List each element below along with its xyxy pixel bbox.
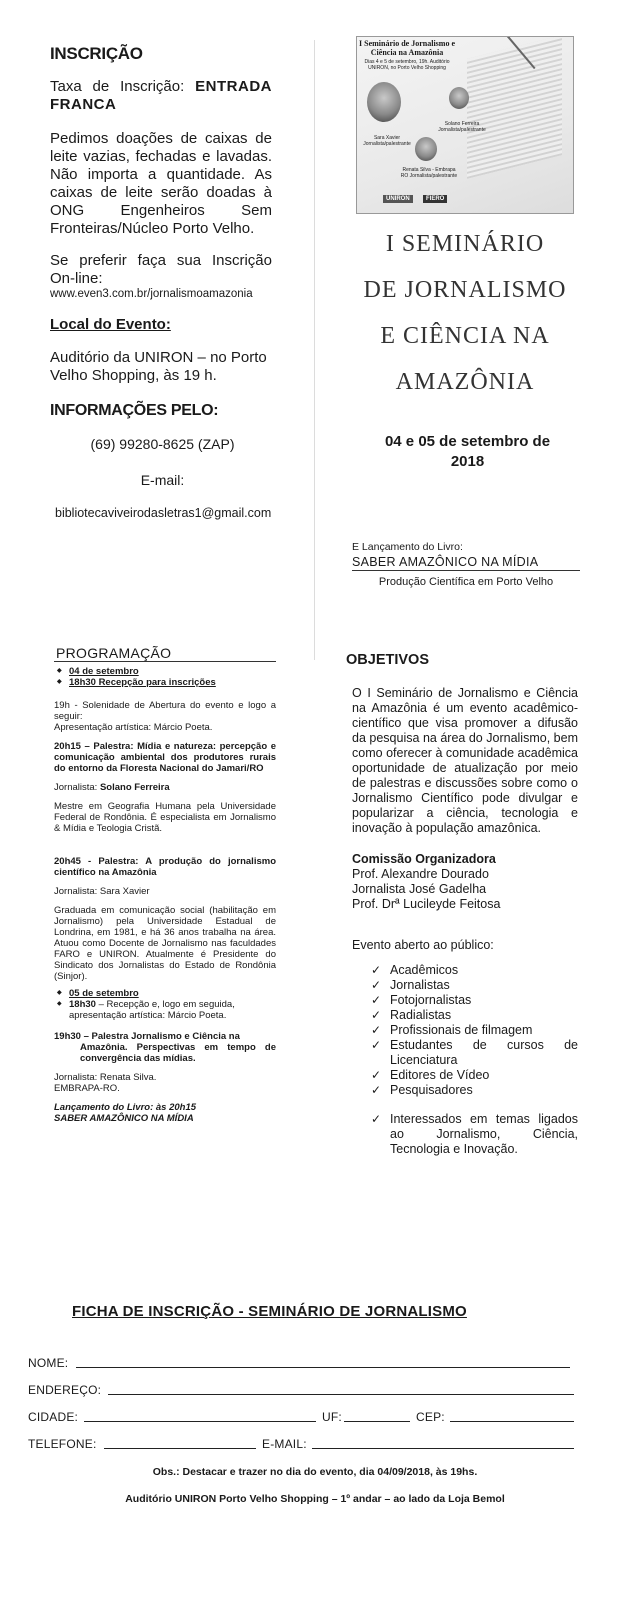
- online-paragraph: Se preferir faça sua Inscrição On-line:: [50, 252, 272, 287]
- taxa-paragraph: [50, 78, 272, 114]
- objetivos-heading: OBJETIVOS: [346, 652, 429, 668]
- jornalista2: Jornalista: Sara Xavier: [54, 886, 150, 897]
- abertura-text: 19h - Solenidade de Abertura do evento e logo a seguir:: [54, 700, 276, 722]
- speaker-photo-sara: [367, 82, 401, 122]
- comissao-member-1: Prof. Alexandre Dourado: [352, 867, 489, 881]
- cep-label: CEP:: [416, 1410, 445, 1424]
- palestra1: 20h15 – Palestra: Mídia e natureza: percepção e comunicação ambiental dos produtores rurais do entorno da Floresta Nacional do Jamari/RO: [54, 741, 276, 774]
- phone: (69) 99280-8625 (ZAP): [90, 436, 235, 452]
- livro-title: SABER AMAZÔNICO NA MÍDIA: [352, 555, 580, 571]
- main-title-line1: I SEMINÁRIO: [385, 231, 545, 257]
- email-form-label: E-MAIL:: [262, 1437, 307, 1451]
- speaker-photo-solano: [449, 87, 469, 109]
- taxa-label: Taxa de Inscrição:: [50, 78, 185, 95]
- publico-item: ✓ Jornalistas: [352, 978, 578, 993]
- palestra3-time: 19h30 – Palestra Jornalismo e Ciência na: [54, 1031, 240, 1042]
- cidade-label: CIDADE:: [28, 1410, 79, 1424]
- publico-item: ✓ Radialistas: [352, 1008, 578, 1023]
- uf-label: UF:: [322, 1410, 342, 1424]
- email-form-field[interactable]: [312, 1437, 574, 1449]
- cep-field[interactable]: [450, 1410, 574, 1422]
- ficha-local: Auditório UNIRON Porto Velho Shopping – 1º andar – ao lado da Loja Bemol: [125, 1493, 505, 1505]
- day2-text: – Recepção e, logo em seguida, apresentação artística: Márcio Poeta.: [69, 999, 235, 1021]
- ficha-title: FICHA DE INSCRIÇÃO - SEMINÁRIO DE JORNALISMO: [72, 1303, 467, 1320]
- event-date-line2: 2018: [450, 453, 485, 470]
- doacao-paragraph: Pedimos doações de caixas de leite vazias, fechadas e lavadas. Não importa a quantidade. As caixas de leite serão doadas à ONG Engenheiros Sem Fronteiras/Núcleo Porto Velho.: [50, 130, 272, 237]
- jornalista1-name: Solano Ferreira: [99, 782, 170, 793]
- day1-item: ◆ 18h30 Recepção para inscrições: [54, 677, 276, 688]
- event-date-line1: 04 e 05 de setembro de: [384, 433, 551, 450]
- flyer-speaker2: Solano Ferreira Jornalista/palestrante: [438, 121, 486, 133]
- email-address[interactable]: bibliotecaviveirodasletras1@gmail.com: [55, 506, 272, 520]
- telefone-field[interactable]: [104, 1437, 256, 1449]
- palestra3-rest: Amazônia. Perspectivas em tempo de convergência das mídias.: [80, 1042, 276, 1064]
- day2-time: 18h30: [69, 999, 96, 1010]
- day1: ◆ 04 de setembro: [54, 666, 276, 677]
- endereco-label: ENDEREÇO:: [28, 1383, 102, 1397]
- apresentacao1: Apresentação artística: Márcio Poeta.: [54, 722, 213, 733]
- publico-item: ✓ Fotojornalistas: [352, 993, 578, 1008]
- speaker-photo-renata: [415, 137, 437, 161]
- endereco-field[interactable]: [108, 1383, 574, 1395]
- programacao-body: [54, 666, 276, 1124]
- programacao-rule: [54, 661, 276, 662]
- publico-item: ✓ Editores de Vídeo: [352, 1068, 578, 1083]
- lancamento-title: SABER AMAZÔNICO NA MÍDIA: [54, 1113, 194, 1124]
- bio1: Mestre em Geografia Humana pela Universidade Federal de Rondônia. É especialista em Jornalismo & Mídia e Teologia Cristã.: [54, 801, 276, 834]
- day2: ◆ 05 de setembro: [54, 988, 276, 999]
- comissao-heading: Comissão Organizadora: [352, 852, 496, 866]
- palestra2: 20h45 - Palestra: A produção do jornalismo científico na Amazônia: [54, 856, 276, 878]
- event-date: [340, 432, 595, 472]
- jornalista1-label: Jornalista:: [54, 782, 98, 793]
- objetivos-body: [352, 686, 578, 1157]
- inscricao-heading: INSCRIÇÃO: [50, 44, 143, 63]
- flyer-speaker3: Renata Silva - Embrapa RO Jornalista/palestrante: [400, 167, 458, 179]
- bio2: Graduada em comunicação social (habilitação em Jornalismo) pela Universidade Estadual de Londrina, em 1981, e há 36 anos trabalha na área. Atuou como Docente de Jornalismo nas faculdades FARO e UNIRON. Atualmente é Presidente do Sindicato dos Jornalistas do Estado de Rondônia (Sinjor).: [54, 905, 276, 982]
- main-title: [340, 224, 590, 402]
- cidade-field[interactable]: [84, 1410, 316, 1422]
- jornalista1: [54, 782, 276, 793]
- nome-field[interactable]: [76, 1356, 570, 1368]
- objetivos-text: O I Seminário de Jornalismo e Ciência na Amazônia é um evento acadêmico-científico que visa promover a difusão da pesquisa na área do Jornalismo, bem como oferecer à comunidade acadêmica oportunidade de atualização por meio de palestras e discussões sobre como o Jornalismo Científico pode divulgar e popularizar a ciência, tecnologia e inovação à população amazônica.: [352, 686, 578, 835]
- flyer-logo-uniron: UNIRON: [383, 195, 413, 203]
- fold-line: [314, 40, 315, 660]
- day2-item: [54, 999, 276, 1021]
- main-title-line3: E CIÊNCIA NA: [380, 323, 550, 349]
- flyer-title: I Seminário de Jornalismo e Ciência na Amazônia: [359, 39, 455, 57]
- email-label: E-mail:: [140, 472, 185, 488]
- aberto-label: Evento aberto ao público:: [352, 938, 494, 952]
- taxa-value: ENTRADA FRANCA: [50, 78, 272, 113]
- flyer-image: [356, 36, 574, 214]
- livro-label: E Lançamento do Livro:: [352, 541, 463, 553]
- publico-item: ✓ Acadêmicos: [352, 963, 578, 978]
- interessados-item: ✓ Interessados em temas ligados ao Jornalismo, Ciência, Tecnologia e Inovação.: [352, 1112, 578, 1157]
- jornalista3-org: EMBRAPA-RO.: [54, 1083, 120, 1094]
- flyer-subtitle: Dias 4 e 5 de setembro, 19h. Auditório UNIRON, no Porto Velho Shopping: [364, 59, 450, 71]
- publico-item: ✓ Pesquisadores: [352, 1083, 578, 1098]
- main-title-line2: DE JORNALISMO: [363, 277, 567, 303]
- programacao-heading: PROGRAMAÇÃO: [56, 645, 172, 661]
- info-heading: INFORMAÇÕES PELO:: [50, 402, 219, 419]
- uf-field[interactable]: [344, 1410, 410, 1422]
- comissao-member-2: Jornalista José Gadelha: [352, 882, 487, 896]
- ficha-obs: Obs.: Destacar e trazer no dia do evento, dia 04/09/2018, às 19hs.: [152, 1466, 478, 1478]
- lancamento: Lançamento do Livro: às 20h15: [54, 1102, 197, 1113]
- telefone-label: TELEFONE:: [28, 1437, 97, 1451]
- jornalista3: Jornalista: Renata Silva.: [54, 1072, 157, 1083]
- abertura: [54, 700, 276, 733]
- nome-label: NOME:: [28, 1356, 69, 1370]
- publico-item: ✓ Profissionais de filmagem: [352, 1023, 578, 1038]
- comissao-member-3: Prof. Drª Lucileyde Feitosa: [352, 897, 501, 911]
- livro-subtitle: Produção Científica em Porto Velho: [378, 576, 554, 588]
- publico-item: ✓ Estudantes de cursos de Licenciatura: [352, 1038, 578, 1068]
- flyer-speaker1: Sara Xavier Jornalista/palestrante: [363, 135, 411, 147]
- local-heading: Local do Evento:: [50, 316, 171, 333]
- main-title-line4: AMAZÔNIA: [395, 369, 535, 395]
- inscricao-url[interactable]: www.even3.com.br/jornalismoamazonia: [50, 288, 253, 300]
- flyer-logo-fiero: FIERO: [423, 195, 447, 203]
- local-text: Auditório da UNIRON – no Porto Velho Shopping, às 19 h.: [50, 349, 267, 384]
